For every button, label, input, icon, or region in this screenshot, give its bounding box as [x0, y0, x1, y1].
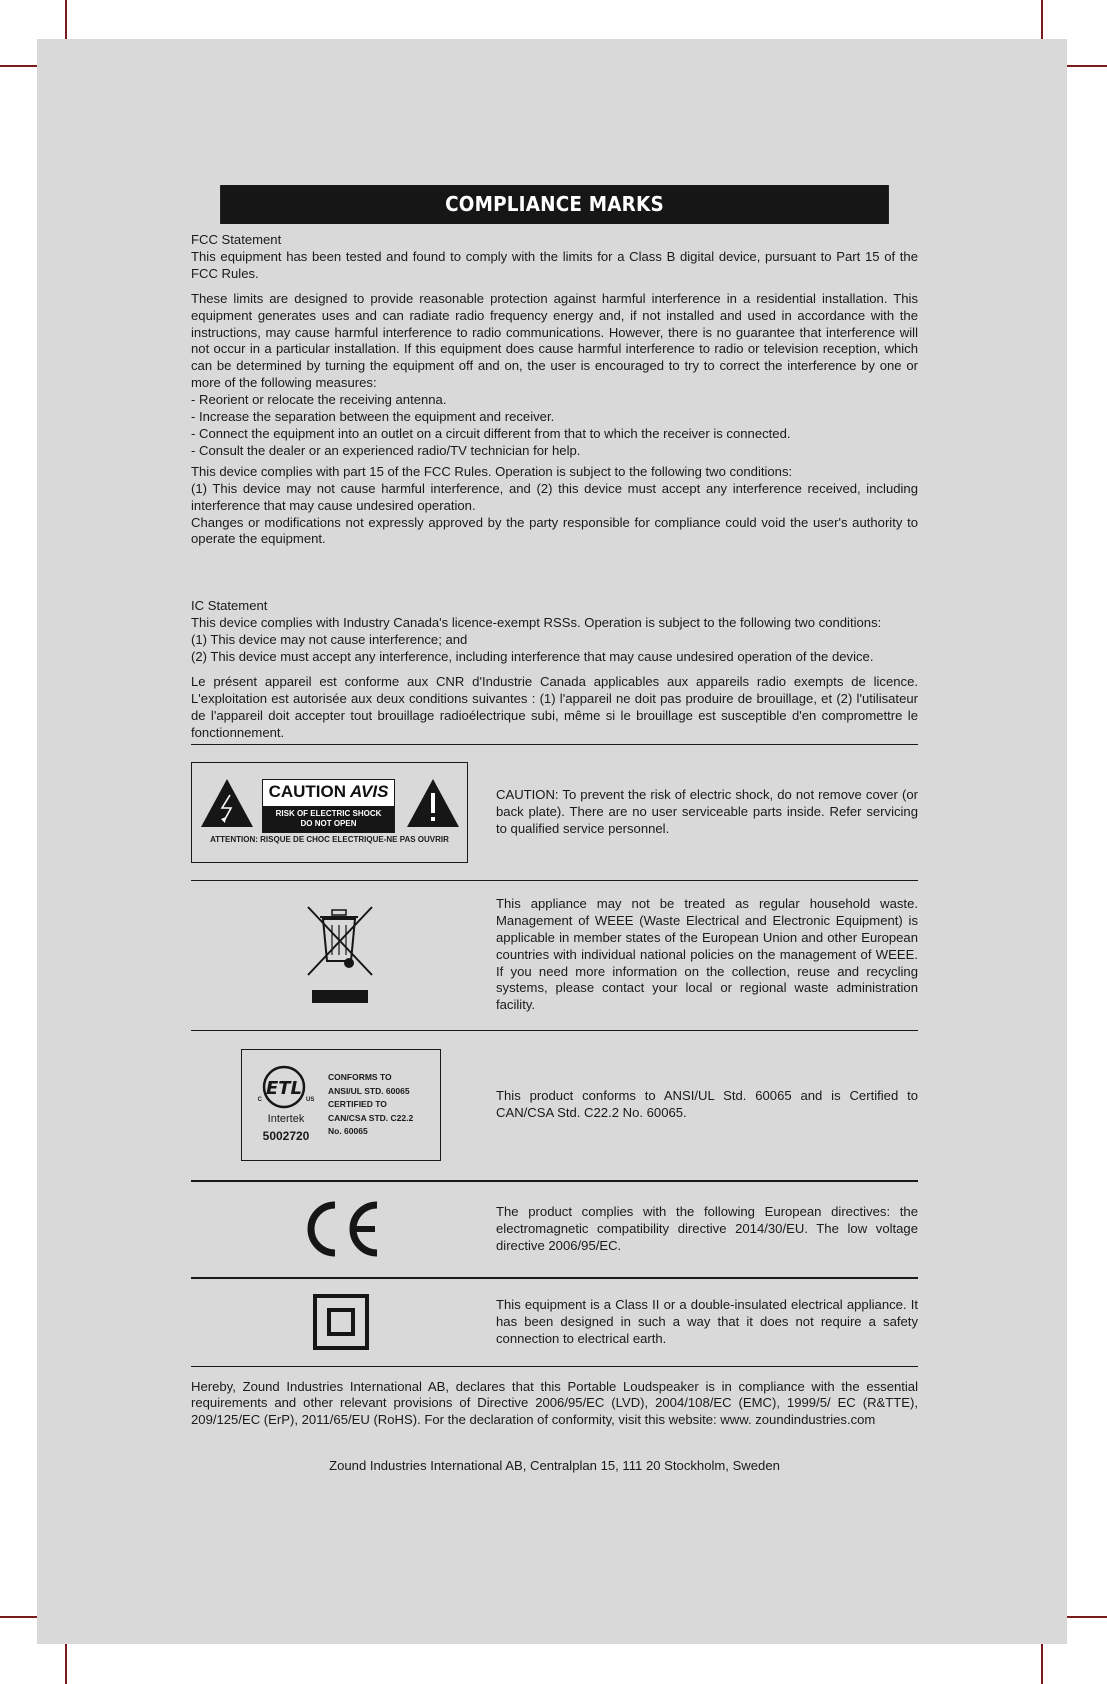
ce-text: The product complies with the following European directives: the electromagnetic compatibility directive 2014/30/EU. The low voltage directive 2006/95/EC. — [496, 1203, 918, 1253]
crossed-out-wheelie-bin-icon — [306, 905, 376, 1005]
fcc-measure: - Connect the equipment into an outlet on a circuit different from that to which the receiver is connected. — [191, 425, 791, 441]
caution-row — [191, 745, 918, 880]
etl-line: No. 60065 — [328, 1126, 368, 1137]
etl-line: CAN/CSA STD. C22.2 — [328, 1112, 414, 1123]
ce-mark-icon — [301, 1199, 381, 1259]
crop-mark — [1060, 65, 1107, 67]
caution-risk: RISK OF ELECTRIC SHOCK — [275, 808, 382, 818]
etl-c: C — [257, 1097, 262, 1104]
fcc-conditions: (1) This device may not cause harmful interference, and (2) this device must accept any interference received, including interference that may cause undesired operation. — [191, 480, 918, 513]
ic-condition-2: (2) This device must accept any interference, including interference that may cause undesired operation of the device. — [191, 649, 874, 665]
caution-label — [191, 762, 468, 863]
fcc-complies: This device complies with part 15 of the FCC Rules. Operation is subject to the following two conditions: — [191, 463, 793, 479]
caution-main-label — [262, 779, 395, 833]
caution-do-not-open: DO NOT OPEN — [300, 818, 357, 828]
ce-row — [191, 1182, 918, 1277]
double-insulated-square-icon — [313, 1294, 369, 1350]
ic-french: Le présent appareil est conforme aux CNR d'Industrie Canada applicables aux appareils radio exempts de licence. L'exploitation est autorisée aux deux conditions suivantes : (1) l'appareil ne doit pas produire de brouillage, et (2) l'utilisateur de l'appareil doit accepter tout brouillage radioélectrique subi, même si le brouillage est susceptible d'en compromettre le fonctionnement. — [191, 673, 918, 740]
intertek-label: Intertek — [267, 1113, 305, 1126]
avis-word: AVIS — [350, 782, 389, 802]
etl-text: This product conforms to ANSI/UL Std. 60065 and is Certified to CAN/CSA Std. C22.2 No. 60065. — [496, 1088, 918, 1121]
caution-text: CAUTION: To prevent the risk of electric shock, do not remove cover (or back plate). There are no user serviceable parts inside. Refer servicing to qualified service personnel. — [496, 786, 918, 836]
etl-us: US — [306, 1097, 315, 1104]
fcc-section — [191, 232, 918, 283]
fcc-measure: - Reorient or relocate the receiving antenna. — [191, 392, 447, 408]
crop-mark — [1060, 1616, 1107, 1618]
fcc-measure: - Consult the dealer or an experienced radio/TV technician for help. — [191, 442, 581, 458]
ic-heading: IC Statement — [191, 598, 268, 614]
company-address: Zound Industries International AB, Centralplan 15, 111 20 Stockholm, Sweden — [329, 1458, 780, 1474]
etl-number: 5002720 — [262, 1129, 310, 1144]
class2-text: This equipment is a Class II or a double-insulated electrical appliance. It has been designed in such a way that it does not require a safety connection to electrical earth. — [496, 1296, 918, 1346]
fcc-conditions-block — [191, 464, 918, 549]
etl-line: CONFORMS TO — [328, 1072, 392, 1083]
class2-row — [191, 1279, 918, 1366]
fcc-body: These limits are designed to provide reasonable protection against harmful interference in a residential installation. This equipment generates uses and can radiate radio frequency energy and, if not installed and used in accordance with the instructions, may cause harmful interference to radio communications. However, there is no guarantee that interference will not occur in a particular installation. If this equipment does cause harmful interference to radio or television reception, which can be determined by turning the equipment off and on, the user is encouraged to try to correct the interference by one or more of the following measures: — [191, 290, 918, 391]
fcc-changes: Changes or modifications not expressly approved by the party responsible for compliance could void the user's authority to operate the equipment. — [191, 514, 918, 547]
etl-row — [191, 1031, 918, 1180]
caution-attention: ATTENTION: RISQUE DE CHOC ELECTRIQUE-NE PAS OUVRIR — [210, 834, 449, 844]
etl-logo-icon — [262, 1065, 306, 1109]
etl-listed-mark — [241, 1049, 441, 1161]
weee-text: This appliance may not be treated as regular household waste. Management of WEEE (Waste Electrical and Electronic Equipment) is applicable in member states of the European Union and other European countries with individual national policies on the management of WEEE. If you need more information on the collection, reuse and recycling systems, please contact your local or regional waste administration facility. — [496, 895, 918, 1013]
compliance-content — [191, 185, 918, 1475]
fcc-intro: This equipment has been tested and found to comply with the limits for a Class B digital device, pursuant to Part 15 of the FCC Rules. — [191, 248, 918, 281]
crop-mark — [65, 1637, 67, 1684]
ic-section — [191, 598, 918, 741]
declaration-text: Hereby, Zound Industries International AB, declares that this Portable Loudspeaker is in compliance with the essential requirements and other relevant provisions of Directive 2006/95/EC (LVD), 2004/108/EC (EMC), 1999/5/ EC (R&TTE), 209/125/EC (ErP), 2011/65/EU (RoHS). For the declaration of conformity, visit this website: www. zoundindustries.com — [191, 1378, 918, 1428]
etl-line: ANSI/UL STD. 60065 — [328, 1085, 410, 1096]
fcc-measure: - Increase the separation between the equipment and receiver. — [191, 409, 555, 425]
page-title: COMPLIANCE MARKS — [220, 185, 889, 224]
fcc-heading: FCC Statement — [191, 232, 282, 247]
ic-intro: This device complies with Industry Canada's licence-exempt RSSs. Operation is subject to the following two conditions: — [191, 615, 882, 631]
lightning-triangle-icon — [199, 777, 255, 829]
weee-row — [191, 881, 918, 1030]
svg-text:ETL: ETL — [265, 1078, 303, 1100]
ic-condition-1: (1) This device may not cause interference; and — [191, 632, 468, 648]
caution-word: CAUTION — [268, 782, 347, 802]
exclamation-triangle-icon — [405, 777, 461, 829]
etl-line: CERTIFIED TO — [328, 1099, 387, 1110]
crop-mark — [1041, 1637, 1043, 1684]
fcc-body-block — [191, 291, 918, 460]
